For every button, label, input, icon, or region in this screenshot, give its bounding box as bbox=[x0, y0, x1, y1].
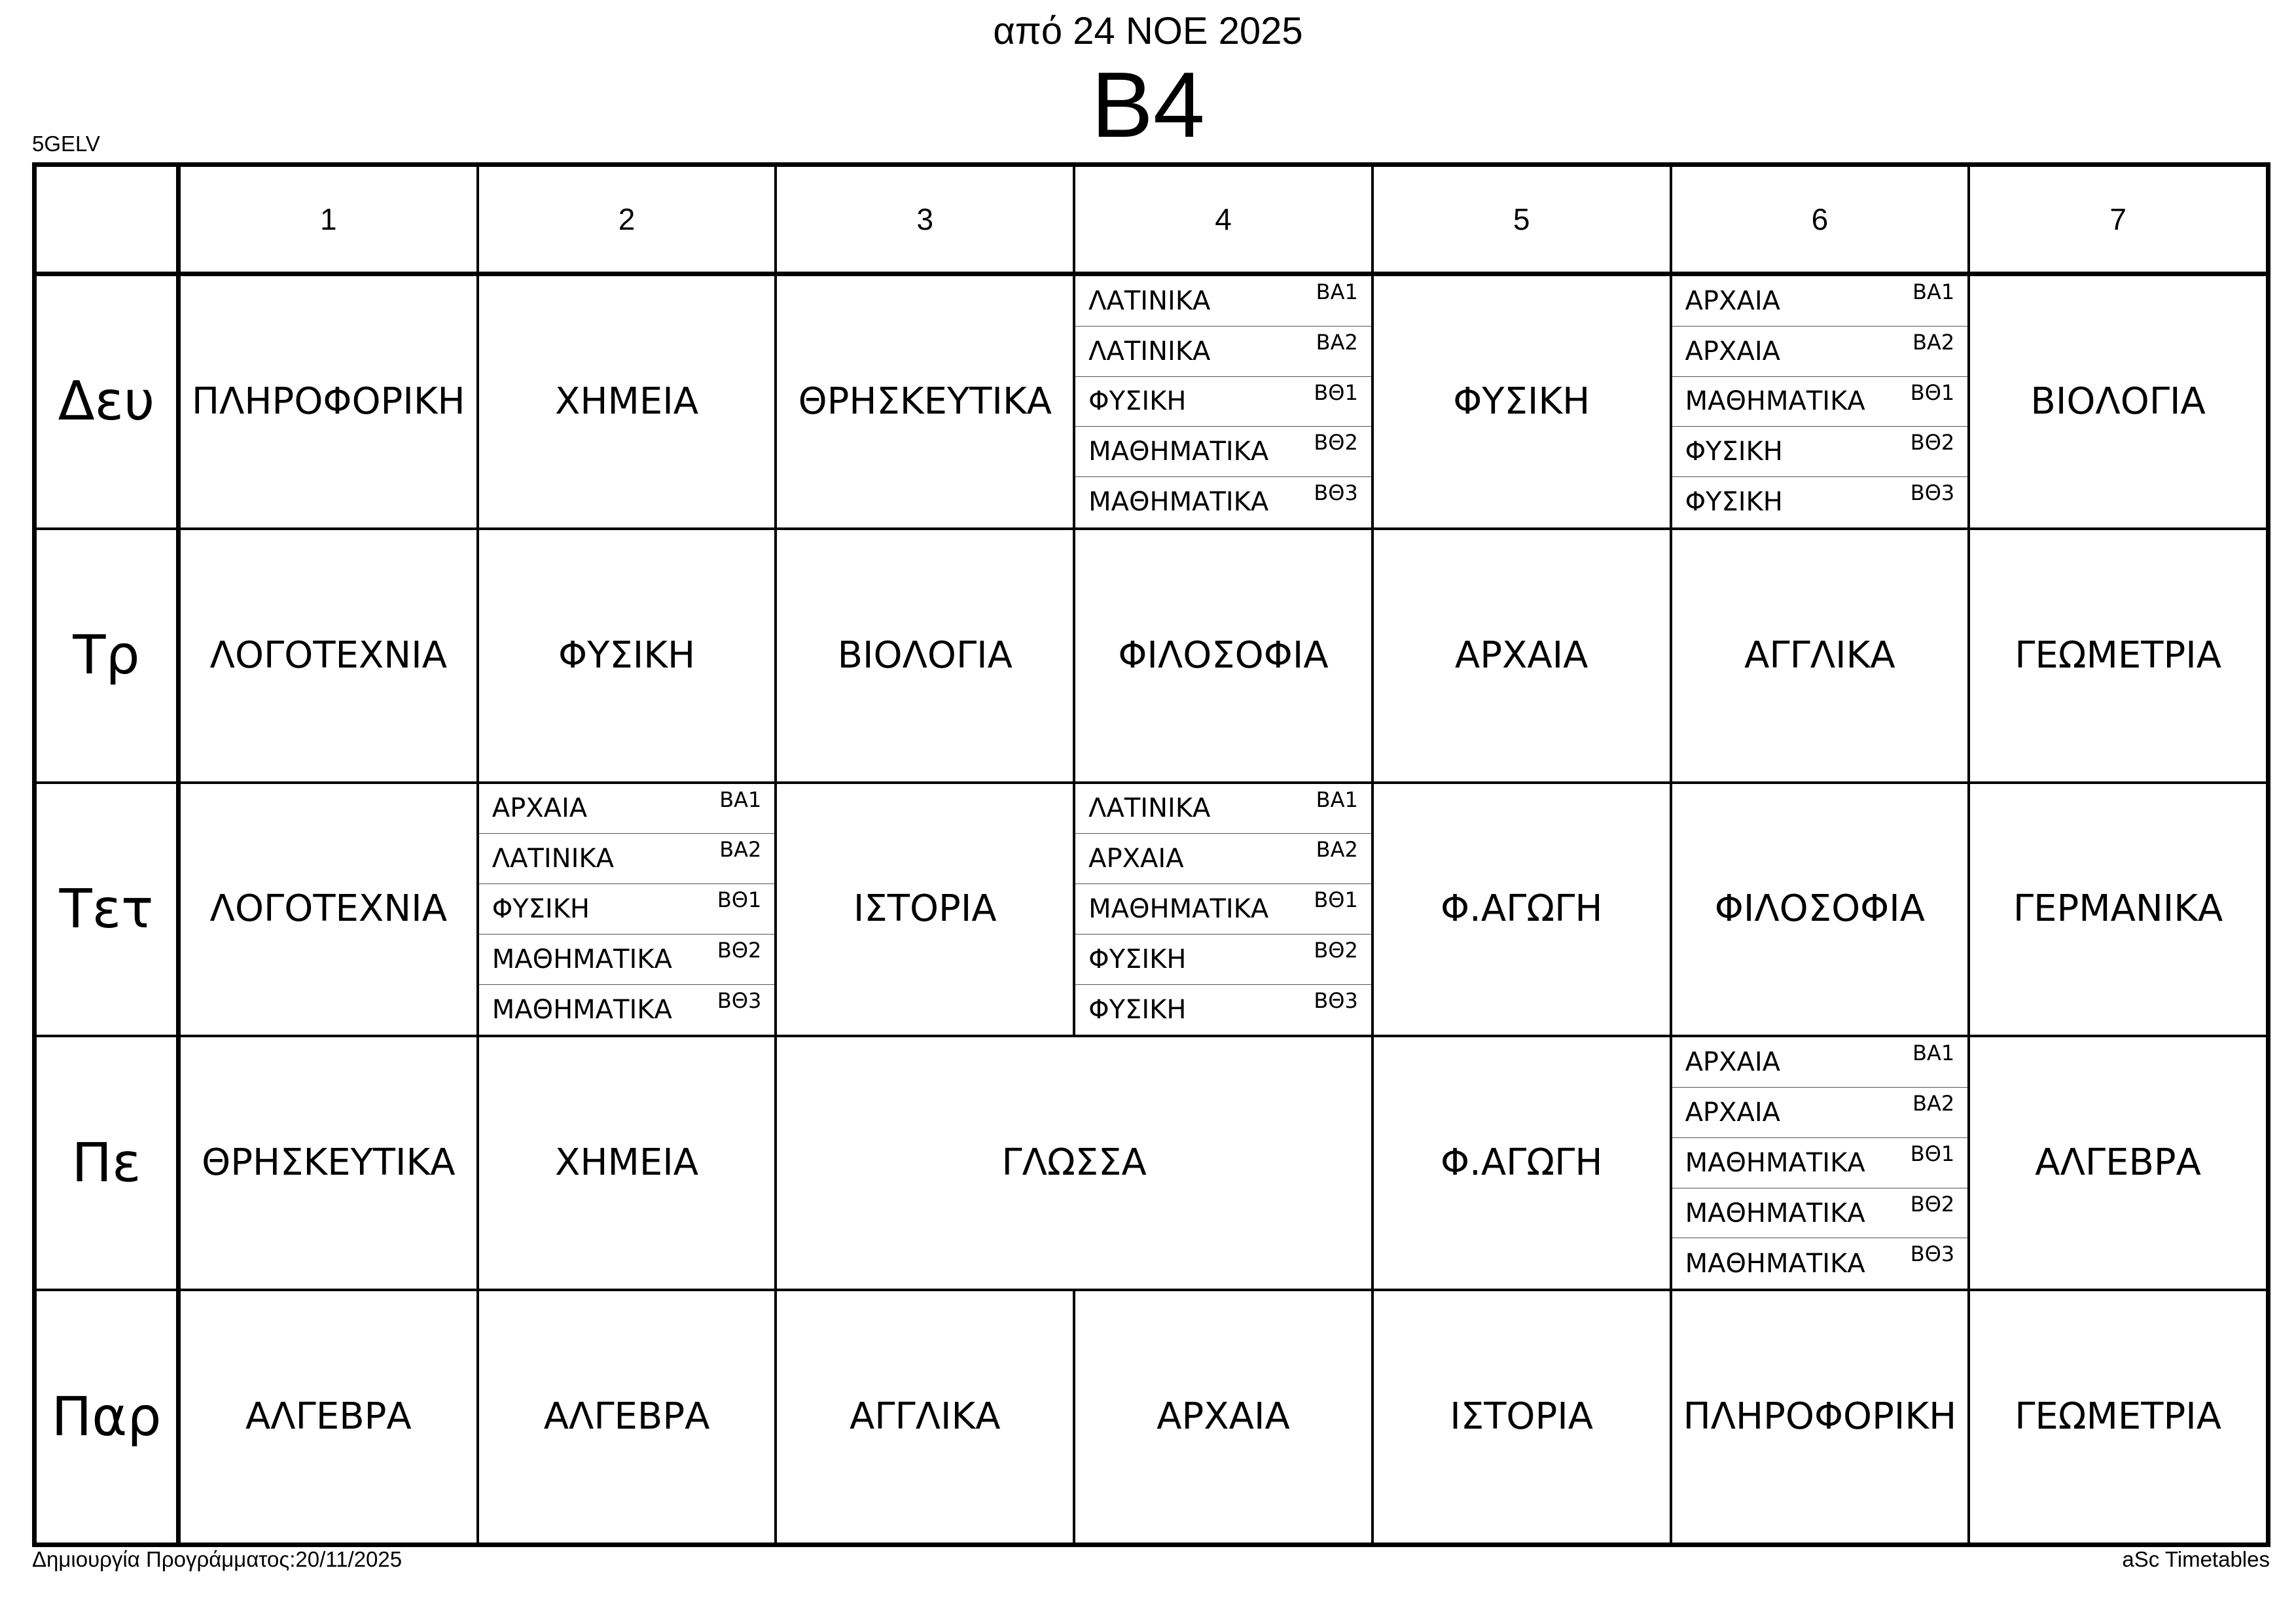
subgroup-code: ΒΘ1 bbox=[1314, 380, 1358, 405]
subgroup-code: ΒΘ3 bbox=[1314, 480, 1358, 505]
lesson-cell[interactable] bbox=[179, 1036, 478, 1290]
day-header bbox=[35, 783, 179, 1037]
lesson-cell[interactable] bbox=[1671, 1290, 1969, 1544]
lesson-cell[interactable] bbox=[179, 783, 478, 1037]
subgroup-subject: ΑΡΧΑΙΑ bbox=[1088, 844, 1184, 874]
class-title: B4 bbox=[1091, 53, 1205, 157]
subgroup-code: ΒΑ2 bbox=[1912, 1091, 1955, 1116]
subgroup-code: ΒΘ1 bbox=[717, 887, 762, 913]
subgroup-code: ΒΘ2 bbox=[1910, 1191, 1955, 1217]
subgroup-subject: ΦΥΣΙΚΗ bbox=[1685, 487, 1783, 518]
lesson-subgroup[interactable] bbox=[479, 884, 775, 935]
lesson-cell-split[interactable] bbox=[1074, 275, 1372, 529]
period-header bbox=[1671, 166, 1969, 275]
subgroup-subject: ΛΑΤΙΝΙΚΑ bbox=[1088, 336, 1211, 366]
lesson-subgroup[interactable] bbox=[1672, 1238, 1968, 1289]
subgroup-subject: ΑΡΧΑΙΑ bbox=[1685, 1047, 1780, 1078]
day-label: Τρ bbox=[73, 624, 140, 687]
lesson-subject: ΑΓΓΛΙΚΑ bbox=[1744, 633, 1895, 677]
lesson-subgroup[interactable] bbox=[1075, 834, 1371, 884]
subgroup-code: ΒΘ3 bbox=[1910, 1241, 1955, 1267]
subgroup-subject: ΜΑΘΗΜΑΤΙΚΑ bbox=[1685, 1147, 1865, 1178]
subgroup-code: ΒΑ2 bbox=[1316, 329, 1358, 355]
lesson-subject: ΒΙΟΛΟΓΙΑ bbox=[837, 633, 1013, 677]
lesson-subject: ΠΛΗΡΟΦΟΡΙΚΗ bbox=[192, 380, 465, 423]
subgroup-subject: ΑΡΧΑΙΑ bbox=[1685, 285, 1780, 316]
lesson-cell[interactable] bbox=[1372, 1036, 1671, 1290]
lesson-subgroup[interactable] bbox=[1075, 276, 1371, 327]
lesson-cell[interactable] bbox=[478, 275, 776, 529]
subgroup-subject: ΜΑΘΗΜΑΤΙΚΑ bbox=[492, 944, 672, 974]
lesson-subject: ΦΥΣΙΚΗ bbox=[558, 633, 696, 677]
lesson-subject: ΦΙΛΟΣΟΦΙΑ bbox=[1714, 887, 1926, 931]
lesson-subject: Φ.ΑΓΩΓΗ bbox=[1440, 887, 1603, 931]
lesson-cell[interactable] bbox=[1671, 529, 1969, 783]
period-number: 1 bbox=[320, 202, 337, 236]
lesson-subject: ΑΓΓΛΙΚΑ bbox=[849, 1395, 1001, 1438]
lesson-subject: ΠΛΗΡΟΦΟΡΙΚΗ bbox=[1683, 1395, 1957, 1438]
lesson-subgroup[interactable] bbox=[1075, 985, 1371, 1035]
subgroup-subject: ΦΥΣΙΚΗ bbox=[1685, 437, 1783, 467]
period-number: 4 bbox=[1215, 202, 1232, 236]
lesson-subject: ΓΛΩΣΣΑ bbox=[1001, 1141, 1147, 1185]
subgroup-subject: ΜΑΘΗΜΑΤΙΚΑ bbox=[1685, 1198, 1865, 1228]
lesson-subject: ΑΛΓΕΒΡΑ bbox=[2035, 1141, 2201, 1185]
lesson-subject: ΛΟΓΟΤΕΧΝΙΑ bbox=[209, 887, 448, 931]
lesson-cell[interactable] bbox=[1969, 1036, 2267, 1290]
day-label: Δευ bbox=[58, 370, 155, 433]
lesson-cell[interactable] bbox=[776, 1036, 1372, 1290]
lesson-subject: ΘΡΗΣΚΕΥΤΙΚΑ bbox=[798, 380, 1052, 423]
timetable-grid bbox=[32, 162, 2270, 1547]
lesson-cell[interactable] bbox=[776, 275, 1074, 529]
subgroup-code: ΒΘ3 bbox=[717, 988, 762, 1013]
lesson-cell[interactable] bbox=[1969, 1290, 2267, 1544]
period-number: 3 bbox=[916, 202, 934, 236]
lesson-subject: ΙΣΤΟΡΙΑ bbox=[1450, 1395, 1594, 1438]
lesson-cell[interactable] bbox=[1372, 275, 1671, 529]
subgroup-subject: ΛΑΤΙΝΙΚΑ bbox=[1088, 793, 1211, 824]
lesson-subgroup[interactable] bbox=[1672, 1138, 1968, 1188]
lesson-cell[interactable] bbox=[1372, 529, 1671, 783]
lesson-subgroup[interactable] bbox=[1672, 327, 1968, 377]
lesson-subgroup[interactable] bbox=[1672, 1037, 1968, 1088]
lesson-subgroup[interactable] bbox=[1075, 935, 1371, 985]
subgroup-code: ΒΑ1 bbox=[1316, 279, 1358, 304]
lesson-subgroup[interactable] bbox=[1672, 427, 1968, 477]
lesson-subject: ΘΡΗΣΚΕΥΤΙΚΑ bbox=[202, 1141, 456, 1185]
lesson-subgroup[interactable] bbox=[1672, 276, 1968, 327]
lesson-subject: ΑΡΧΑΙΑ bbox=[1454, 633, 1588, 677]
subgroup-code: ΒΘ2 bbox=[1314, 937, 1358, 963]
subgroup-subject: ΦΥΣΙΚΗ bbox=[1088, 944, 1187, 974]
lesson-cell[interactable] bbox=[179, 1290, 478, 1544]
lesson-cell[interactable] bbox=[478, 529, 776, 783]
subgroup-code: ΒΑ2 bbox=[719, 837, 762, 863]
lesson-subject: ΛΟΓΟΤΕΧΝΙΑ bbox=[209, 633, 448, 677]
day-header bbox=[35, 1036, 179, 1290]
created-date-label: Δημιουργία Προγράμματος:20/11/2025 bbox=[32, 1547, 403, 1571]
lesson-subject: ΓΕΡΜΑΝΙΚΑ bbox=[2013, 887, 2223, 931]
lesson-subgroup[interactable] bbox=[479, 935, 775, 985]
lesson-subject: ΦΙΛΟΣΟΦΙΑ bbox=[1118, 633, 1329, 677]
lesson-cell[interactable] bbox=[1969, 783, 2267, 1037]
corner-cell bbox=[35, 166, 179, 275]
day-header bbox=[35, 1290, 179, 1544]
lesson-subgroup[interactable] bbox=[1075, 377, 1371, 427]
subgroup-subject: ΜΑΘΗΜΑΤΙΚΑ bbox=[492, 994, 672, 1025]
period-number: 7 bbox=[2109, 202, 2126, 236]
lesson-subgroup[interactable] bbox=[1075, 477, 1371, 527]
lesson-subject: Φ.ΑΓΩΓΗ bbox=[1440, 1141, 1603, 1185]
subgroup-subject: ΜΑΘΗΜΑΤΙΚΑ bbox=[1685, 1248, 1865, 1279]
lesson-subgroup[interactable] bbox=[479, 784, 775, 834]
subgroup-subject: ΛΑΤΙΝΙΚΑ bbox=[1088, 285, 1211, 316]
subgroup-subject: ΜΑΘΗΜΑΤΙΚΑ bbox=[1088, 437, 1269, 467]
period-number: 6 bbox=[1811, 202, 1829, 236]
lesson-subject: ΒΙΟΛΟΓΙΑ bbox=[2030, 380, 2206, 423]
period-header bbox=[478, 166, 776, 275]
subgroup-subject: ΦΥΣΙΚΗ bbox=[492, 893, 590, 924]
day-header bbox=[35, 529, 179, 783]
period-header bbox=[1969, 166, 2267, 275]
day-label: Τετ bbox=[59, 878, 154, 940]
lesson-cell-split[interactable] bbox=[1671, 275, 1969, 529]
lesson-cell[interactable] bbox=[776, 1290, 1074, 1544]
lesson-cell[interactable] bbox=[1969, 529, 2267, 783]
subgroup-subject: ΜΑΘΗΜΑΤΙΚΑ bbox=[1685, 386, 1865, 417]
day-label: Παρ bbox=[51, 1385, 162, 1448]
lesson-cell[interactable] bbox=[1969, 275, 2267, 529]
subgroup-code: ΒΘ2 bbox=[1314, 430, 1358, 455]
lesson-cell[interactable] bbox=[478, 1290, 776, 1544]
lesson-subject: ΑΛΓΕΒΡΑ bbox=[543, 1395, 710, 1438]
period-header bbox=[179, 166, 478, 275]
subgroup-code: ΒΑ2 bbox=[1912, 329, 1955, 355]
lesson-subgroup[interactable] bbox=[1075, 784, 1371, 834]
lesson-subject: ΑΛΓΕΒΡΑ bbox=[245, 1395, 412, 1438]
lesson-subgroup[interactable] bbox=[1672, 477, 1968, 527]
lesson-cell[interactable] bbox=[478, 1036, 776, 1290]
lesson-cell[interactable] bbox=[1372, 1290, 1671, 1544]
subgroup-code: ΒΑ2 bbox=[1316, 837, 1358, 863]
lesson-cell-split[interactable] bbox=[1074, 783, 1372, 1037]
lesson-subgroup[interactable] bbox=[479, 985, 775, 1035]
lesson-subject: ΑΡΧΑΙΑ bbox=[1157, 1395, 1290, 1438]
subgroup-code: ΒΑ1 bbox=[1912, 1041, 1955, 1066]
lesson-subgroup[interactable] bbox=[1075, 884, 1371, 935]
timetable-date: από 24 ΝΟΕ 2025 bbox=[993, 10, 1303, 52]
day-header bbox=[35, 275, 179, 529]
lesson-cell[interactable] bbox=[1074, 1290, 1372, 1544]
lesson-subject: ΧΗΜΕΙΑ bbox=[555, 380, 699, 423]
lesson-subgroup[interactable] bbox=[1075, 327, 1371, 377]
lesson-cell-split[interactable] bbox=[478, 783, 776, 1037]
software-credit: aSc Timetables bbox=[2122, 1547, 2270, 1571]
subgroup-subject: ΦΥΣΙΚΗ bbox=[1088, 994, 1187, 1025]
lesson-subject: ΦΥΣΙΚΗ bbox=[1453, 380, 1590, 423]
period-header bbox=[1372, 166, 1671, 275]
subgroup-code: ΒΘ3 bbox=[1314, 988, 1358, 1013]
lesson-cell[interactable] bbox=[1671, 783, 1969, 1037]
lesson-subgroup[interactable] bbox=[1672, 1188, 1968, 1239]
subgroup-code: ΒΘ1 bbox=[1910, 1141, 1955, 1166]
subgroup-code: ΒΘ1 bbox=[1314, 887, 1358, 913]
lesson-subgroup[interactable] bbox=[1075, 427, 1371, 477]
subgroup-subject: ΜΑΘΗΜΑΤΙΚΑ bbox=[1088, 893, 1269, 924]
subgroup-code: ΒΑ1 bbox=[1912, 279, 1955, 304]
subgroup-code: ΒΘ3 bbox=[1910, 480, 1955, 505]
subgroup-code: ΒΘ2 bbox=[1910, 430, 1955, 455]
subgroup-subject: ΜΑΘΗΜΑΤΙΚΑ bbox=[1088, 487, 1269, 518]
school-code: 5GELV bbox=[32, 132, 100, 156]
lesson-cell-split[interactable] bbox=[1671, 1036, 1969, 1290]
lesson-cell[interactable] bbox=[179, 275, 478, 529]
subgroup-subject: ΛΑΤΙΝΙΚΑ bbox=[492, 844, 614, 874]
lesson-subject: ΙΣΤΟΡΙΑ bbox=[853, 887, 997, 931]
period-number: 5 bbox=[1513, 202, 1530, 236]
lesson-subject: ΓΕΩΜΕΤΡΙΑ bbox=[2015, 633, 2222, 677]
lesson-cell[interactable] bbox=[1372, 783, 1671, 1037]
subgroup-subject: ΑΡΧΑΙΑ bbox=[1685, 1097, 1780, 1128]
lesson-cell[interactable] bbox=[1074, 529, 1372, 783]
lesson-subgroup[interactable] bbox=[1672, 1088, 1968, 1138]
subgroup-subject: ΦΥΣΙΚΗ bbox=[1088, 386, 1187, 417]
lesson-subgroup[interactable] bbox=[479, 834, 775, 884]
period-header bbox=[1074, 166, 1372, 275]
subgroup-subject: ΑΡΧΑΙΑ bbox=[1685, 336, 1780, 366]
period-header bbox=[776, 166, 1074, 275]
subgroup-code: ΒΑ1 bbox=[1316, 787, 1358, 812]
lesson-subgroup[interactable] bbox=[1672, 377, 1968, 427]
day-label: Πε bbox=[71, 1132, 141, 1194]
subgroup-code: ΒΘ1 bbox=[1910, 380, 1955, 405]
lesson-subject: ΓΕΩΜΕΤΡΙΑ bbox=[2015, 1395, 2222, 1438]
subgroup-subject: ΑΡΧΑΙΑ bbox=[492, 793, 588, 824]
subgroup-code: ΒΑ1 bbox=[719, 787, 762, 812]
subgroup-code: ΒΘ2 bbox=[717, 937, 762, 963]
lesson-cell[interactable] bbox=[776, 529, 1074, 783]
lesson-cell[interactable] bbox=[179, 529, 478, 783]
lesson-cell[interactable] bbox=[776, 783, 1074, 1037]
lesson-subject: ΧΗΜΕΙΑ bbox=[555, 1141, 699, 1185]
period-number: 2 bbox=[618, 202, 636, 236]
